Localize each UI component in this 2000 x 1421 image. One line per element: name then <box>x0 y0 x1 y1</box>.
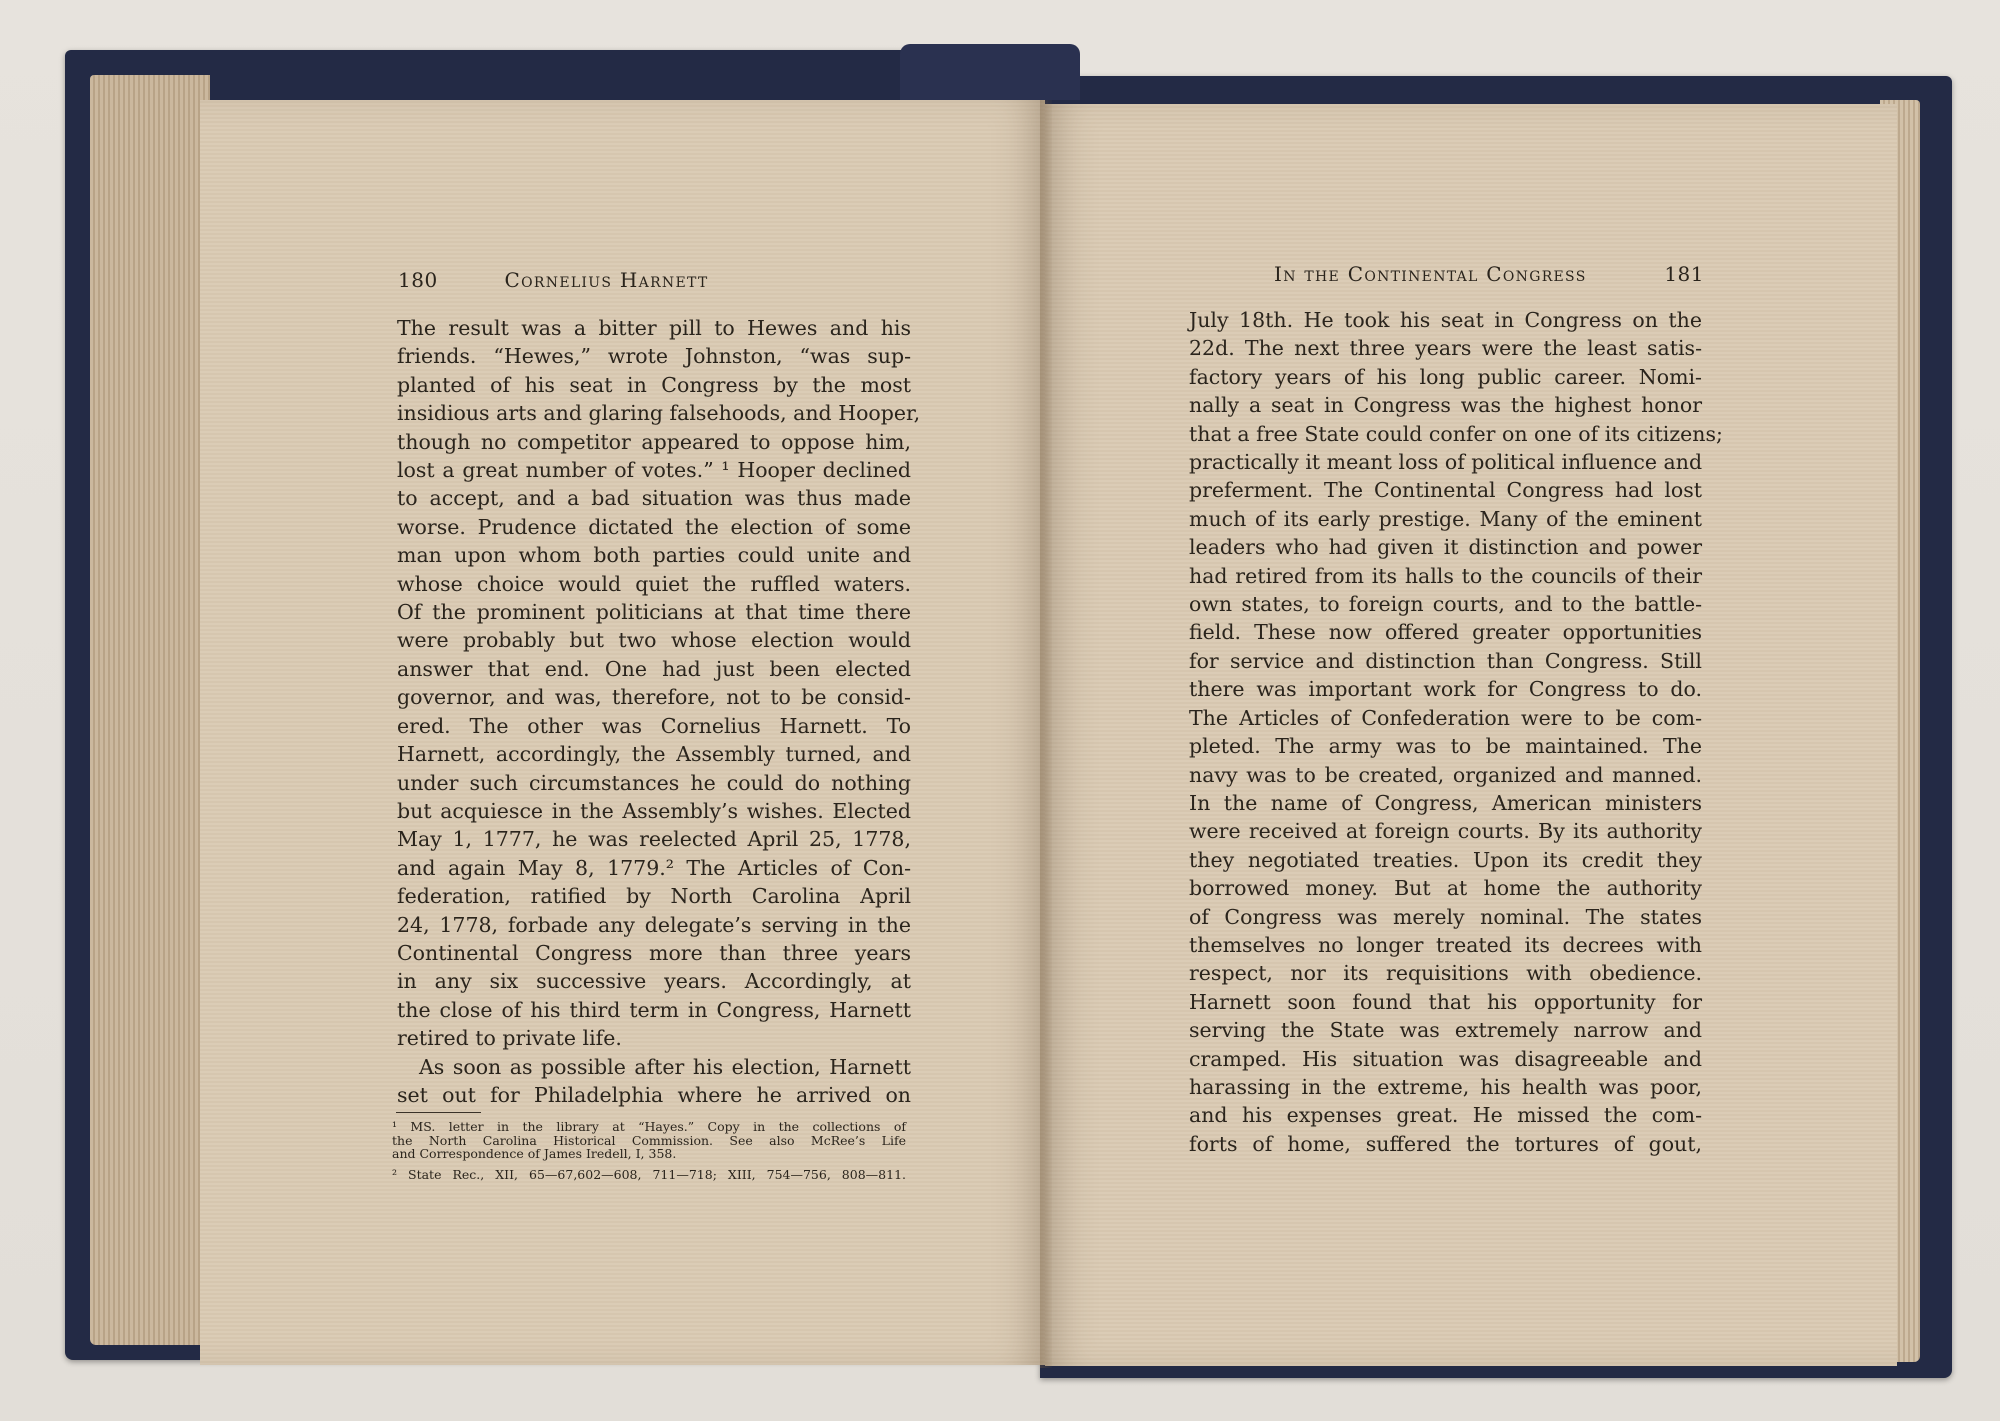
text-line: Of the prominent politicians at that time there <box>397 600 911 625</box>
text-line: planted of his seat in Congress by the most <box>397 372 911 397</box>
text-line: that a free State could confer on one of its citizens; <box>1189 421 1723 446</box>
right-page-body <box>1189 306 1723 1158</box>
text-line: insidious arts and glaring falsehoods, and Hooper, <box>397 401 921 426</box>
left-page-body <box>397 314 921 1109</box>
text-line: and again May 8, 1779.² The Articles of Con- <box>397 855 911 880</box>
footnote-line: and Correspondence of James Iredell, I, 358. <box>392 1146 677 1161</box>
page-number: 181 <box>1664 262 1704 286</box>
text-line: answer that end. One had just been elected <box>397 656 911 681</box>
text-line: friends. “Hewes,” wrote Johnston, “was sup- <box>397 344 911 369</box>
footnotes <box>392 1120 906 1181</box>
footnote-rule <box>396 1112 481 1113</box>
text-line: man upon whom both parties could unite and <box>397 543 911 568</box>
text-line: In the name of Congress, American ministers <box>1189 790 1702 815</box>
text-line: harassing in the extreme, his health was poor, <box>1189 1074 1702 1099</box>
text-line: ered. The other was Cornelius Harnett. To <box>397 713 911 738</box>
text-line: though no competitor appeared to oppose him, <box>397 429 911 454</box>
text-line: 22d. The next three years were the least satis- <box>1189 336 1702 361</box>
text-line: they negotiated treaties. Upon its credit they <box>1189 847 1702 872</box>
text-line: serving the State was extremely narrow and <box>1189 1018 1702 1043</box>
text-line: field. These now offered greater opportunities <box>1189 620 1702 645</box>
text-line: own states, to foreign courts, and to the battle- <box>1189 592 1702 617</box>
text-line: pleted. The army was to be maintained. The <box>1189 734 1702 759</box>
left-page-header <box>398 268 709 292</box>
text-line: The result was a bitter pill to Hewes and his <box>397 316 911 340</box>
text-line: July 18th. He took his seat in Congress on the <box>1189 308 1702 332</box>
page-number: 180 <box>398 268 438 292</box>
running-head: Cornelius Harnett <box>504 268 709 292</box>
book-gutter <box>1040 100 1052 1368</box>
text-line: respect, nor its requisitions with obedience. <box>1189 961 1702 986</box>
text-line: there was important work for Congress to do. <box>1189 677 1702 702</box>
book-spine <box>900 44 1080 100</box>
text-line: set out for Philadelphia where he arrived on <box>397 1082 911 1107</box>
footnote-line: the North Carolina Historical Commission. See also McRee’s Life <box>392 1132 906 1148</box>
text-line: under such circumstances he could do nothing <box>397 770 911 795</box>
text-line: factory years of his long public career. Nomi- <box>1189 364 1702 389</box>
text-line: borrowed money. But at home the authority <box>1189 876 1702 901</box>
text-line: the close of his third term in Congress, Harnett <box>397 997 911 1022</box>
text-line: federation, ratified by North Carolina April <box>397 884 911 909</box>
footnote-line: ² State Rec., XII, 65—67,602—608, 711—718; XIII, 754—756, 808—811. <box>392 1166 906 1182</box>
text-line: As soon as possible after his election, Harnett <box>419 1054 911 1079</box>
text-line: Harnett soon found that his opportunity for <box>1189 989 1702 1014</box>
text-line: in any six successive years. Accordingly, at <box>397 969 911 994</box>
text-line: nally a seat in Congress was the highest honor <box>1189 393 1702 418</box>
text-line: worse. Prudence dictated the election of some <box>397 514 911 539</box>
text-line: but acquiesce in the Assembly’s wishes. Elected <box>397 798 911 823</box>
text-line: practically it meant loss of political influence and <box>1189 450 1703 475</box>
right-page-header <box>1274 262 1704 286</box>
text-line: retired to private life. <box>397 1026 622 1051</box>
text-line: whose choice would quiet the ruffled waters. <box>397 571 911 596</box>
running-head: In the Continental Congress <box>1274 262 1587 286</box>
text-line: governor, and was, therefore, not to be consid- <box>397 685 911 710</box>
text-line: lost a great number of votes.” ¹ Hooper declined <box>397 458 911 483</box>
text-line: preferment. The Continental Congress had lost <box>1189 478 1702 503</box>
text-line: themselves no longer treated its decrees with <box>1189 932 1702 957</box>
footnote-line: ¹ MS. letter in the library at “Hayes.” Copy in the collections of <box>392 1119 906 1134</box>
text-line: and his expenses great. He missed the com- <box>1189 1103 1702 1128</box>
text-line: much of its early prestige. Many of the eminent <box>1189 506 1702 531</box>
text-line: Continental Congress more than three years <box>397 940 911 965</box>
text-line: were received at foreign courts. By its authority <box>1189 819 1702 844</box>
text-line: forts of home, suffered the tortures of gout, <box>1189 1131 1702 1156</box>
text-line: had retired from its halls to the councils of their <box>1189 563 1702 588</box>
text-line: for service and distinction than Congress. Still <box>1189 648 1702 673</box>
text-line: The Articles of Confederation were to be com- <box>1189 705 1702 730</box>
text-line: cramped. His situation was disagreeable and <box>1189 1046 1702 1071</box>
text-line: of Congress was merely nominal. The states <box>1189 904 1702 929</box>
page-edges-left <box>90 75 210 1345</box>
text-line: navy was to be created, organized and manned. <box>1189 762 1702 787</box>
text-line: 24, 1778, forbade any delegate’s serving in the <box>397 912 911 937</box>
text-line: leaders who had given it distinction and power <box>1189 535 1702 560</box>
text-line: to accept, and a bad situation was thus made <box>397 486 911 511</box>
text-line: Harnett, accordingly, the Assembly turned, and <box>397 742 911 767</box>
text-line: May 1, 1777, he was reelected April 25, 1778, <box>397 827 911 852</box>
text-line: were probably but two whose election would <box>397 628 911 653</box>
